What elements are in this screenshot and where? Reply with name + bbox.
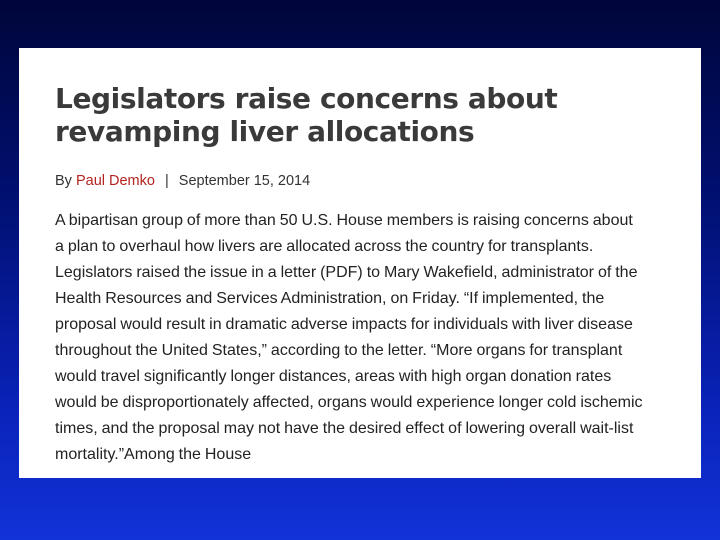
body-line: throughout the United States,” according to the letter. “More organs for transplant: [55, 342, 623, 359]
body-line: would be disproportionately affected, organs would experience longer cold ischemic: [55, 394, 643, 411]
body-line: Health Resources and Services Administration, on Friday. “If implemented, the: [55, 290, 605, 307]
body-line: A bipartisan group of more than 50 U.S. House members is raising concerns about: [55, 212, 633, 229]
body-line: a plan to overhaul how livers are allocated across the country for transplants.: [55, 238, 594, 255]
body-line: would travel significantly longer distances, areas with high organ donation rates: [55, 368, 612, 385]
author-link[interactable]: Paul Demko: [75, 173, 155, 189]
byline-separator: |: [164, 173, 169, 189]
body-line: times, and the proposal may not have the desired effect of lowering overall wait-list: [55, 420, 634, 437]
article-headline: Legislators raise concerns about revamping liver allocations: [55, 82, 558, 148]
article-card: [19, 48, 701, 478]
body-line: Legislators raised the issue in a letter (PDF) to Mary Wakefield, administrator of the: [55, 264, 638, 281]
body-line: proposal would result in dramatic adverse impacts for individuals with liver disease: [55, 316, 633, 333]
byline-prefix: By: [55, 173, 72, 189]
article-body: [55, 208, 689, 468]
publish-date: September 15, 2014: [178, 173, 311, 189]
byline: [55, 173, 675, 189]
body-line: mortality.”Among the House: [55, 446, 252, 463]
